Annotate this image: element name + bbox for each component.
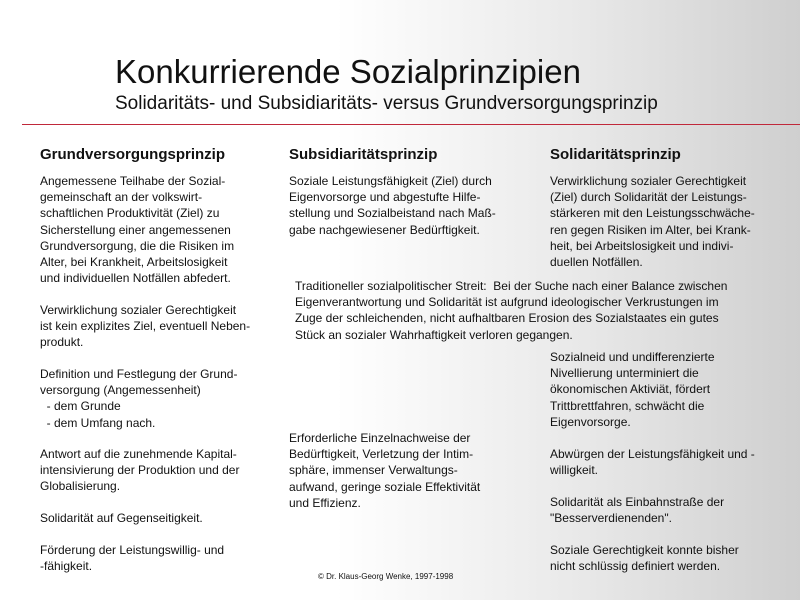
heading-solidaritaet: Solidaritätsprinzip <box>550 146 681 163</box>
subsidiaritaet-goal: Soziale Leistungsfähigkeit (Ziel) durch Eigenvorsorge und abgestufte Hilfe- stellung und Sozialbeistand nach Maß- gabe nachgewiesener Bedürftigkeit. <box>289 174 496 237</box>
subsidiaritaet-criticism: Erforderliche Einzelnachweise der Bedürftigkeit, Verletzung der Intim- sphäre, immenser Verwaltungs- aufwand, geringe soziale Effektivität und Effizienz. <box>289 431 481 510</box>
grundversorgung-justice: Verwirklichung sozialer Gerechtigkeit ist kein explizites Ziel, eventuell Neben- produkt. <box>40 303 251 350</box>
heading-grundversorgung: Grundversorgungsprinzip <box>40 146 226 163</box>
heading-subsidiaritaet: Subsidiaritätsprinzip <box>289 146 438 163</box>
grundversorgung-definition: Definition und Festlegung der Grund- versorgung (Angemessenheit) - dem Grunde - dem Umfang nach. <box>40 367 238 430</box>
page-title: Konkurrierende Sozialprinzipien <box>115 53 581 90</box>
title-divider <box>22 124 800 125</box>
grundversorgung-answer: Antwort auf die zunehmende Kapital- intensivierung der Produktion und der Globalisierung. <box>40 447 240 494</box>
solidaritaet-one-way: Solidarität als Einbahnstraße der "Besserverdienenden". <box>550 495 725 526</box>
grundversorgung-reciprocity: Solidarität auf Gegenseitigkeit. <box>40 511 203 525</box>
solidaritaet-undefined: Soziale Gerechtigkeit konnte bisher nicht schlüssig definiert werden. <box>550 543 739 574</box>
copyright-footer: © Dr. Klaus-Georg Wenke, 1997-1998 <box>318 572 454 581</box>
solidaritaet-envy: Sozialneid und undifferenzierte Nivellierung unterminiert die ökonomischen Aktiviät, fördert Trittbrettfahren, schwächt die Eigenvorsorge. <box>550 350 715 429</box>
grundversorgung-promotion: Förderung der Leistungswillig- und -fähigkeit. <box>40 543 225 574</box>
solidaritaet-goal: Verwirklichung sozialer Gerechtigkeit (Ziel) durch Solidarität der Leistungs- stärkeren mit den Leistungsschwäche- ren gegen Risiken im Alter, bei Krank- heit, bei Arbeitslosigkeit und indivi- duellen Notfällen. <box>550 174 755 270</box>
traditional-dispute-paragraph: Traditioneller sozialpolitischer Streit: Bei der Suche nach einer Balance zwischen Eigenverantwortung und Solidarität ist aufgrund ideologischer Verkrustungen im Zuge der schleichenden, nicht aufhaltbaren Erosion des Sozialstaates ein gutes Stück an sozialer Wahrhaftigkeit verloren gegangen. <box>295 279 728 342</box>
page-subtitle: Solidaritäts- und Subsidiaritäts- versus Grundversorgungsprinzip <box>115 93 658 114</box>
solidaritaet-performance: Abwürgen der Leistungsfähigkeit und - willigkeit. <box>550 447 755 478</box>
grundversorgung-goal: Angemessene Teilhabe der Sozial- gemeinschaft an der volkswirt- schaftlichen Produktivität (Ziel) zu Sicherstellung einer angemessenen Grundversorgung, die die Risiken im Alter, bei Krankheit, Arbeitslosigkeit und individuellen Notfällen abfedert. <box>40 174 235 286</box>
